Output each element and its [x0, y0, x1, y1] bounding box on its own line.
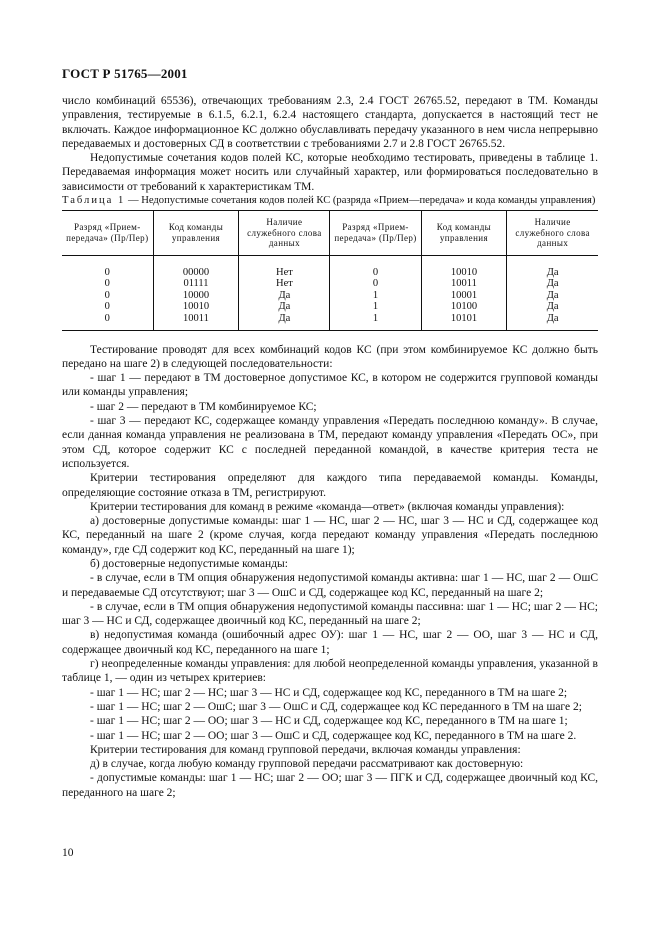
table-header-cell: Код команды управления: [421, 211, 507, 256]
table-header-cell: Разряд «Прием-передача» (Пр/Пер): [330, 211, 421, 256]
table-row: [62, 290, 598, 302]
table-caption: [62, 194, 598, 207]
table-cell: 1: [330, 290, 421, 302]
table-header-cell: Разряд «Прием-передача» (Пр/Пер): [62, 211, 153, 256]
paragraph: Критерии тестирования для команд в режиме «команда—ответ» (включая команды управления):: [90, 500, 565, 513]
table-cell: Да: [239, 313, 330, 330]
table-cell: Да: [507, 278, 598, 290]
paragraph: Тестирование проводят для всех комбинаций кодов КС (при этом комбинируемое КС должно быть передано на шаге 2) в следующей последовательности:: [62, 343, 598, 370]
paragraph: Критерии тестирования определяют для каждого типа передаваемой команды. Команды, определяющие состояние отказа в ТМ, регистрируют.: [62, 472, 598, 499]
table-caption-label: Таблица 1: [62, 195, 126, 207]
paragraph: - шаг 1 — передают в ТМ достоверное допустимое КС, в котором не содержится групповой команды или команды управления;: [62, 372, 598, 399]
table-cell: Да: [239, 290, 330, 302]
paragraph: - шаг 1 — НС; шаг 2 — ОО; шаг 3 — НС и СД, содержащее код КС, переданного в ТМ на шаге 1;: [90, 715, 568, 728]
table-cell: Да: [507, 267, 598, 279]
table-cell: 10001: [421, 290, 507, 302]
table-cell: Нет: [239, 278, 330, 290]
paragraph: - шаг 1 — НС; шаг 2 — ОшС; шаг 3 — ОшС и СД, содержащее код КС переданного в ТМ на шаге 2;: [90, 700, 582, 713]
paragraph: Недопустимые сочетания кодов полей КС, которые необходимо тестировать, приведены в таблице 1. Передаваемая информация может носить или случайный характер, или формироваться последовательно в зависимости от требований к характеристикам ТМ.: [62, 152, 598, 193]
table-row: [62, 313, 598, 330]
table-cell: 10000: [153, 290, 239, 302]
paragraph: г) неопределенные команды управления: для любой неопределенной команды управления, указанной в таблице 1, — один из четырех критериев:: [62, 658, 598, 685]
paragraph: в) недопустимая команда (ошибочный адрес ОУ): шаг 1 — НС, шаг 2 — ОО, шаг 3 — НС и СД, содержащее двоичный код КС, переданного на шаге 1;: [62, 629, 598, 656]
paragraph: - шаг 2 — передают в ТМ комбинируемое КС;: [90, 400, 317, 413]
table-cell: 10010: [153, 301, 239, 313]
table-cell: 0: [104, 266, 110, 278]
table-cell: 0: [330, 267, 421, 279]
paragraph: - допустимые команды: шаг 1 — НС; шаг 2 — ОО; шаг 3 — ПГК и СД, содержащее двоичный код КС, переданного на шаге 2;: [62, 772, 598, 799]
body-after-table: [62, 343, 598, 801]
paragraph: - шаг 1 — НС; шаг 2 — ОО; шаг 3 — ОшС и СД, содержащее код КС, переданного в ТМ на шаге 2.: [90, 729, 577, 742]
paragraph: число комбинаций 65536), отвечающих требованиям 2.3, 2.4 ГОСТ 26765.52, передают в ТМ. Команды управления, тестируемые в 6.1.5, 6.2.1, 6.2.4 настоящего стандарта, допускается в настоящий тест не включать. Каждое информационное КС должно обуславливать передачу указанного в нем числа непрерывно передаваемых и достоверных СД в соответствии с требованиями 2.7 и 2.8 ГОСТ 26765.52.: [62, 95, 598, 150]
table-cell: Да: [507, 313, 598, 330]
table-cell: 00000: [153, 267, 239, 279]
document-body: [62, 94, 598, 800]
table-cell: 10010: [421, 267, 507, 279]
table-1: [62, 210, 598, 330]
table-cell: 10011: [421, 278, 507, 290]
table-row: [62, 267, 598, 279]
table-cell: 10100: [421, 301, 507, 313]
paragraph: Критерии тестирования для команд групповой передачи, включая команды управления:: [90, 743, 521, 756]
table-cell: 10101: [421, 313, 507, 330]
table-cell: 0: [330, 278, 421, 290]
page-number: 10: [62, 847, 74, 859]
paragraph: а) достоверные допустимые команды: шаг 1 — НС, шаг 2 — НС, шаг 3 — НС и СД, содержащее код КС, переданный на шаге 2 (кроме случая, когда передают команду управления «Передать последнюю команду», где СД содержит код КС, переданный на шаге 1);: [62, 515, 598, 556]
paragraph: - шаг 3 — передают КС, содержащее команду управления «Передать последнюю команду». В случае, если данная команда управления не реализована в ТМ, передают команду управления «Передать ОС», при этом СД, которое содержит КС с последней переданной командой, в качестве критерия теста не используется.: [62, 415, 598, 470]
table-cell: 01111: [153, 278, 239, 290]
paragraph: - в случае, если в ТМ опция обнаружения недопустимой команды активна: шаг 1 — НС, шаг 2 — ОшС и передаваемые СД отсутствуют; шаг 3 — ОшС и СД, содержащее код КС, переданный на шаге 2;: [62, 572, 598, 599]
table-cell: Нет: [239, 267, 330, 279]
table-row: [62, 278, 598, 290]
table-cell: 0: [62, 313, 153, 330]
table-header-cell: Наличие служебного слова данных: [239, 211, 330, 256]
table-caption-text: — Недопустимые сочетания кодов полей КС (разряда «Прием—передача» и кода команды управления): [125, 195, 596, 207]
table-cell: 0: [104, 301, 110, 313]
table-cell: 0: [104, 278, 110, 290]
table-cell: 1: [330, 313, 421, 330]
document-header: ГОСТ Р 51765—2001: [62, 66, 188, 81]
table-cell: 0: [104, 289, 110, 301]
table-cell: Да: [239, 301, 330, 313]
paragraph: б) достоверные недопустимые команды:: [90, 558, 288, 570]
paragraph: - в случае, если в ТМ опция обнаружения недопустимой команды пассивна: шаг 1 — НС; шаг 2 — НС; шаг 3 — НС и СД, содержащее двоичный код КС, переданный на шаге 2;: [62, 600, 598, 628]
table-cell: Да: [507, 301, 598, 313]
paragraph: д) в случае, когда любую команду групповой передачи рассматривают как достоверную:: [90, 758, 524, 771]
table-row: [62, 301, 598, 313]
table-cell: Да: [507, 290, 598, 302]
table-cell: 10011: [153, 313, 239, 330]
table-header-cell: Код команды управления: [153, 211, 239, 256]
paragraph: - шаг 1 — НС; шаг 2 — НС; шаг 3 — НС и СД, содержащее код КС, переданного в ТМ на шаге 2;: [90, 686, 568, 699]
table-header-cell: Наличие служебного слова данных: [507, 211, 598, 256]
table-cell: 1: [330, 301, 421, 313]
